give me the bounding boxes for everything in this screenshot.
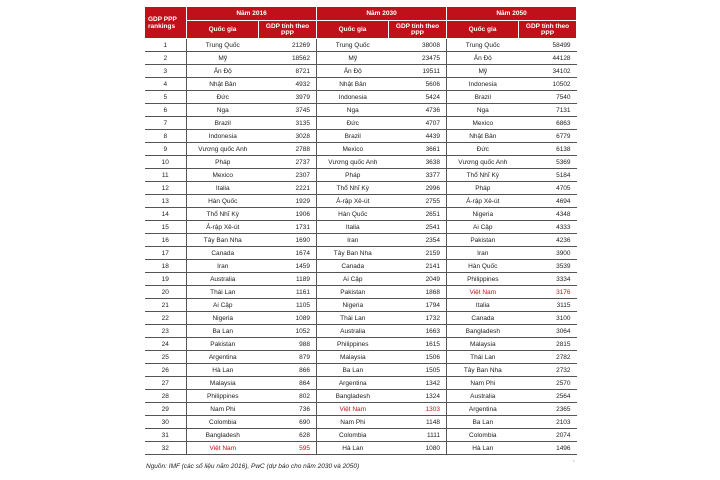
country-2050-cell: Indonesia [447,78,519,91]
country-2016-cell: Ấn Độ [187,65,259,78]
country-2050-cell: Nigeria [447,208,519,221]
gdp-2016-cell: 2737 [259,156,317,169]
country-2030-cell: Iran [317,234,389,247]
country-2016-cell: Nam Phi [187,403,259,416]
rank-cell: 26 [145,364,187,377]
country-2016-cell: Đức [187,91,259,104]
gdp-2016-cell: 1052 [259,325,317,338]
rank-cell: 13 [145,195,187,208]
country-2016-cell: Nigeria [187,312,259,325]
gdp-2050-cell: 1496 [519,442,577,455]
country-2050-cell: Mỹ [447,65,519,78]
country-2030-cell: Vương quốc Anh [317,156,389,169]
table-row [145,377,577,390]
gdp-2050-cell: 5369 [519,156,577,169]
gdp-2016-cell: 2307 [259,169,317,182]
country-2050-cell: Ả-rập Xê-út [447,195,519,208]
gdp-2050-cell: 4348 [519,208,577,221]
gdp-2030-cell: 1868 [389,286,447,299]
gdp-2030-cell: 1663 [389,325,447,338]
gdp-2016-cell: 1690 [259,234,317,247]
gdp-2016-cell: 1189 [259,273,317,286]
gdp-2030-cell: 2651 [389,208,447,221]
table-row [145,351,577,364]
gdp-2016-cell: 3135 [259,117,317,130]
rank-cell: 3 [145,65,187,78]
country-2016-cell: Tây Ban Nha [187,234,259,247]
gdp-2050-cell: 2570 [519,377,577,390]
country-2016-cell: Iran [187,260,259,273]
gdp-2016-cell: 988 [259,338,317,351]
country-2030-cell: Pháp [317,169,389,182]
country-2016-cell: Nhật Bản [187,78,259,91]
gdp-2050-cell: 2815 [519,338,577,351]
gdp-2050-cell: 3539 [519,260,577,273]
country-2030-cell: Italia [317,221,389,234]
country-2016-cell: Ai Cập [187,299,259,312]
country-2050-cell: Mexico [447,117,519,130]
gdp-2030-cell: 4736 [389,104,447,117]
year-2016-header: Năm 2016 [187,7,317,21]
table-row [145,325,577,338]
gdp-2016-cell: 628 [259,429,317,442]
rank-cell: 5 [145,91,187,104]
country-2016-cell: Việt Nam [187,442,259,455]
country-2016-cell: Philippines [187,390,259,403]
gdp-2050-cell: 3100 [519,312,577,325]
country-2030-cell: Thái Lan [317,312,389,325]
gdp-2030-cell: 3638 [389,156,447,169]
rank-cell: 4 [145,78,187,91]
rank-cell: 16 [145,234,187,247]
table-row [145,390,577,403]
table-row [145,364,577,377]
gdp-2016-cell: 1674 [259,247,317,260]
country-2030-cell: Philippines [317,338,389,351]
country-2030-cell: Ả-rập Xê-út [317,195,389,208]
gdp-2050-cell: 58499 [519,39,577,52]
gdp-2016-cell: 1105 [259,299,317,312]
country-2050-cell: Pháp [447,182,519,195]
source-note: Nguồn: IMF (các số liệu năm 2016), PwC (dự báo cho năm 2030 và 2050) [146,463,360,470]
header-row-columns [145,21,577,39]
country-2016-cell: Hà Lan [187,364,259,377]
country-2016-cell: Bangladesh [187,429,259,442]
gdp-2016-cell: 1929 [259,195,317,208]
country-2050-cell: Iran [447,247,519,260]
country-2030-cell: Hàn Quốc [317,208,389,221]
rank-cell: 23 [145,325,187,338]
country-2030-cell: Hà Lan [317,442,389,455]
gdp-2030-cell: 5424 [389,91,447,104]
gdp-2030-cell: 2996 [389,182,447,195]
gdp-2030-cell: 19511 [389,65,447,78]
country-2016-cell: Brazil [187,117,259,130]
country-2030-cell: Nam Phi [317,416,389,429]
gdp-2016-cell: 4932 [259,78,317,91]
gdp-2050-cell: 3064 [519,325,577,338]
page-corner-mark: • [573,458,575,463]
country-2050-cell: Nam Phi [447,377,519,390]
gdp-2030-cell: 2755 [389,195,447,208]
gdp-2016-cell: 595 [259,442,317,455]
country-2016-cell: Argentina [187,351,259,364]
gdp-2016-cell: 690 [259,416,317,429]
table-row [145,234,577,247]
year-2030-header: Năm 2030 [317,7,447,21]
rank-cell: 31 [145,429,187,442]
gdp-2016-cell: 2788 [259,143,317,156]
gdp-ranking-table [144,6,577,455]
country-2016-cell: Mexico [187,169,259,182]
rank-cell: 15 [145,221,187,234]
country-2050-cell: Ấn Độ [447,52,519,65]
gdp-2050-cell: 3115 [519,299,577,312]
country-2050-cell: Australia [447,390,519,403]
table-row [145,208,577,221]
gdp-header-2016: GDP tính theo PPP [259,21,317,39]
country-2050-cell: Philippines [447,273,519,286]
gdp-2016-cell: 866 [259,364,317,377]
gdp-2030-cell: 1324 [389,390,447,403]
gdp-2016-cell: 1731 [259,221,317,234]
country-2050-cell: Italia [447,299,519,312]
table-row [145,52,577,65]
gdp-2050-cell: 3900 [519,247,577,260]
table-row [145,429,577,442]
gdp-2016-cell: 3028 [259,130,317,143]
rank-cell: 6 [145,104,187,117]
country-2050-cell: Ai Cập [447,221,519,234]
rank-cell: 8 [145,130,187,143]
gdp-2030-cell: 2354 [389,234,447,247]
country-2016-cell: Thổ Nhĩ Kỳ [187,208,259,221]
table-row [145,286,577,299]
gdp-2030-cell: 1505 [389,364,447,377]
gdp-2050-cell: 4236 [519,234,577,247]
country-2030-cell: Thổ Nhĩ Kỳ [317,182,389,195]
country-2030-cell: Nigeria [317,299,389,312]
country-2030-cell: Mexico [317,143,389,156]
country-2030-cell: Nga [317,104,389,117]
country-2030-cell: Malaysia [317,351,389,364]
gdp-2050-cell: 3176 [519,286,577,299]
gdp-2030-cell: 23475 [389,52,447,65]
country-2050-cell: Đức [447,143,519,156]
rank-cell: 28 [145,390,187,403]
gdp-2050-cell: 4705 [519,182,577,195]
table-row [145,130,577,143]
country-2050-cell: Bangladesh [447,325,519,338]
country-2030-cell: Australia [317,325,389,338]
gdp-2030-cell: 3661 [389,143,447,156]
country-2050-cell: Ba Lan [447,416,519,429]
gdp-2050-cell: 6779 [519,130,577,143]
gdp-2030-cell: 4707 [389,117,447,130]
table-row [145,338,577,351]
country-2050-cell: Việt Nam [447,286,519,299]
gdp-2050-cell: 34102 [519,65,577,78]
rank-cell: 18 [145,260,187,273]
country-2050-cell: Argentina [447,403,519,416]
gdp-header-2050: GDP tính theo PPP [519,21,577,39]
header-row-years [145,7,577,21]
country-2030-cell: Ai Cập [317,273,389,286]
gdp-2016-cell: 864 [259,377,317,390]
country-2050-cell: Nga [447,104,519,117]
gdp-2030-cell: 1794 [389,299,447,312]
rank-cell: 9 [145,143,187,156]
country-2030-cell: Bangladesh [317,390,389,403]
rank-cell: 22 [145,312,187,325]
gdp-2030-cell: 1615 [389,338,447,351]
rank-column-header: GDP PPP rankings [145,7,187,39]
gdp-2030-cell: 1111 [389,429,447,442]
gdp-2030-cell: 38008 [389,39,447,52]
rank-cell: 11 [145,169,187,182]
gdp-2030-cell: 2049 [389,273,447,286]
country-2016-cell: Ả-rập Xê-út [187,221,259,234]
country-2030-cell: Tây Ban Nha [317,247,389,260]
table-row [145,39,577,52]
country-2016-cell: Australia [187,273,259,286]
table-row [145,416,577,429]
rank-cell: 12 [145,182,187,195]
gdp-2030-cell: 2141 [389,260,447,273]
gdp-2016-cell: 18562 [259,52,317,65]
gdp-2050-cell: 10502 [519,78,577,91]
rank-cell: 14 [145,208,187,221]
rank-cell: 10 [145,156,187,169]
country-2016-cell: Italia [187,182,259,195]
rank-cell: 2 [145,52,187,65]
table-row [145,403,577,416]
country-2016-cell: Canada [187,247,259,260]
gdp-2050-cell: 2732 [519,364,577,377]
table-row [145,182,577,195]
gdp-2030-cell: 2159 [389,247,447,260]
country-2050-cell: Trung Quốc [447,39,519,52]
gdp-2016-cell: 802 [259,390,317,403]
gdp-2016-cell: 1161 [259,286,317,299]
gdp-2016-cell: 1906 [259,208,317,221]
table-row [145,260,577,273]
gdp-2050-cell: 2564 [519,390,577,403]
country-2030-cell: Việt Nam [317,403,389,416]
table-body [145,39,577,455]
country-header-2030: Quốc gia [317,21,389,39]
table-row [145,273,577,286]
gdp-2030-cell: 1732 [389,312,447,325]
gdp-2050-cell: 5184 [519,169,577,182]
country-2050-cell: Thổ Nhĩ Kỳ [447,169,519,182]
country-2030-cell: Nhật Bản [317,78,389,91]
country-2050-cell: Canada [447,312,519,325]
gdp-2050-cell: 6863 [519,117,577,130]
gdp-2050-cell: 2365 [519,403,577,416]
country-2016-cell: Thái Lan [187,286,259,299]
table-row [145,221,577,234]
table-row [145,117,577,130]
country-2016-cell: Pakistan [187,338,259,351]
country-2030-cell: Colombia [317,429,389,442]
gdp-2016-cell: 21269 [259,39,317,52]
country-2030-cell: Canada [317,260,389,273]
country-2050-cell: Hàn Quốc [447,260,519,273]
country-2050-cell: Tây Ban Nha [447,364,519,377]
table-row [145,169,577,182]
country-2050-cell: Nhật Bản [447,130,519,143]
rank-cell: 7 [145,117,187,130]
gdp-2016-cell: 8721 [259,65,317,78]
gdp-2030-cell: 3377 [389,169,447,182]
rank-cell: 30 [145,416,187,429]
gdp-2050-cell: 2103 [519,416,577,429]
rank-cell: 32 [145,442,187,455]
country-2016-cell: Mỹ [187,52,259,65]
country-2050-cell: Pakistan [447,234,519,247]
country-2050-cell: Hà Lan [447,442,519,455]
country-2016-cell: Colombia [187,416,259,429]
country-2030-cell: Indonesia [317,91,389,104]
gdp-2030-cell: 1148 [389,416,447,429]
gdp-2016-cell: 3979 [259,91,317,104]
gdp-2030-cell: 1506 [389,351,447,364]
gdp-2030-cell: 1080 [389,442,447,455]
table-row [145,143,577,156]
rank-cell: 20 [145,286,187,299]
table-row [145,78,577,91]
country-2030-cell: Ba Lan [317,364,389,377]
country-2030-cell: Ấn Độ [317,65,389,78]
gdp-2016-cell: 1089 [259,312,317,325]
gdp-2050-cell: 2074 [519,429,577,442]
country-2030-cell: Mỹ [317,52,389,65]
country-2016-cell: Hàn Quốc [187,195,259,208]
country-header-2050: Quốc gia [447,21,519,39]
country-2030-cell: Pakistan [317,286,389,299]
gdp-ranking-table-container [144,6,576,455]
rank-cell: 25 [145,351,187,364]
table-row [145,442,577,455]
country-2016-cell: Vương quốc Anh [187,143,259,156]
country-2030-cell: Argentina [317,377,389,390]
table-row [145,195,577,208]
country-2030-cell: Brazil [317,130,389,143]
gdp-2050-cell: 6138 [519,143,577,156]
gdp-2016-cell: 879 [259,351,317,364]
rank-cell: 29 [145,403,187,416]
rank-cell: 21 [145,299,187,312]
table-row [145,65,577,78]
table-row [145,156,577,169]
gdp-2030-cell: 4439 [389,130,447,143]
rank-cell: 27 [145,377,187,390]
country-2030-cell: Trung Quốc [317,39,389,52]
country-header-2016: Quốc gia [187,21,259,39]
gdp-2050-cell: 7540 [519,91,577,104]
country-2016-cell: Indonesia [187,130,259,143]
country-2050-cell: Thái Lan [447,351,519,364]
gdp-2050-cell: 44128 [519,52,577,65]
country-2016-cell: Nga [187,104,259,117]
country-2016-cell: Trung Quốc [187,39,259,52]
gdp-2030-cell: 1303 [389,403,447,416]
table-row [145,247,577,260]
rank-cell: 1 [145,39,187,52]
gdp-2030-cell: 1342 [389,377,447,390]
table-row [145,104,577,117]
rank-cell: 24 [145,338,187,351]
country-2050-cell: Vương quốc Anh [447,156,519,169]
table-row [145,312,577,325]
gdp-2016-cell: 1459 [259,260,317,273]
country-2016-cell: Pháp [187,156,259,169]
gdp-2016-cell: 736 [259,403,317,416]
table-row [145,299,577,312]
rank-cell: 17 [145,247,187,260]
year-2050-header: Năm 2050 [447,7,577,21]
rank-cell: 19 [145,273,187,286]
gdp-2016-cell: 3745 [259,104,317,117]
gdp-2030-cell: 2541 [389,221,447,234]
country-2050-cell: Colombia [447,429,519,442]
gdp-2030-cell: 5606 [389,78,447,91]
gdp-header-2030: GDP tính theo PPP [389,21,447,39]
table-row [145,91,577,104]
country-2050-cell: Brazil [447,91,519,104]
gdp-2016-cell: 2221 [259,182,317,195]
country-2050-cell: Malaysia [447,338,519,351]
gdp-2050-cell: 4333 [519,221,577,234]
gdp-2050-cell: 4694 [519,195,577,208]
country-2016-cell: Ba Lan [187,325,259,338]
country-2030-cell: Đức [317,117,389,130]
gdp-2050-cell: 7131 [519,104,577,117]
gdp-2050-cell: 3334 [519,273,577,286]
country-2016-cell: Malaysia [187,377,259,390]
gdp-2050-cell: 2782 [519,351,577,364]
